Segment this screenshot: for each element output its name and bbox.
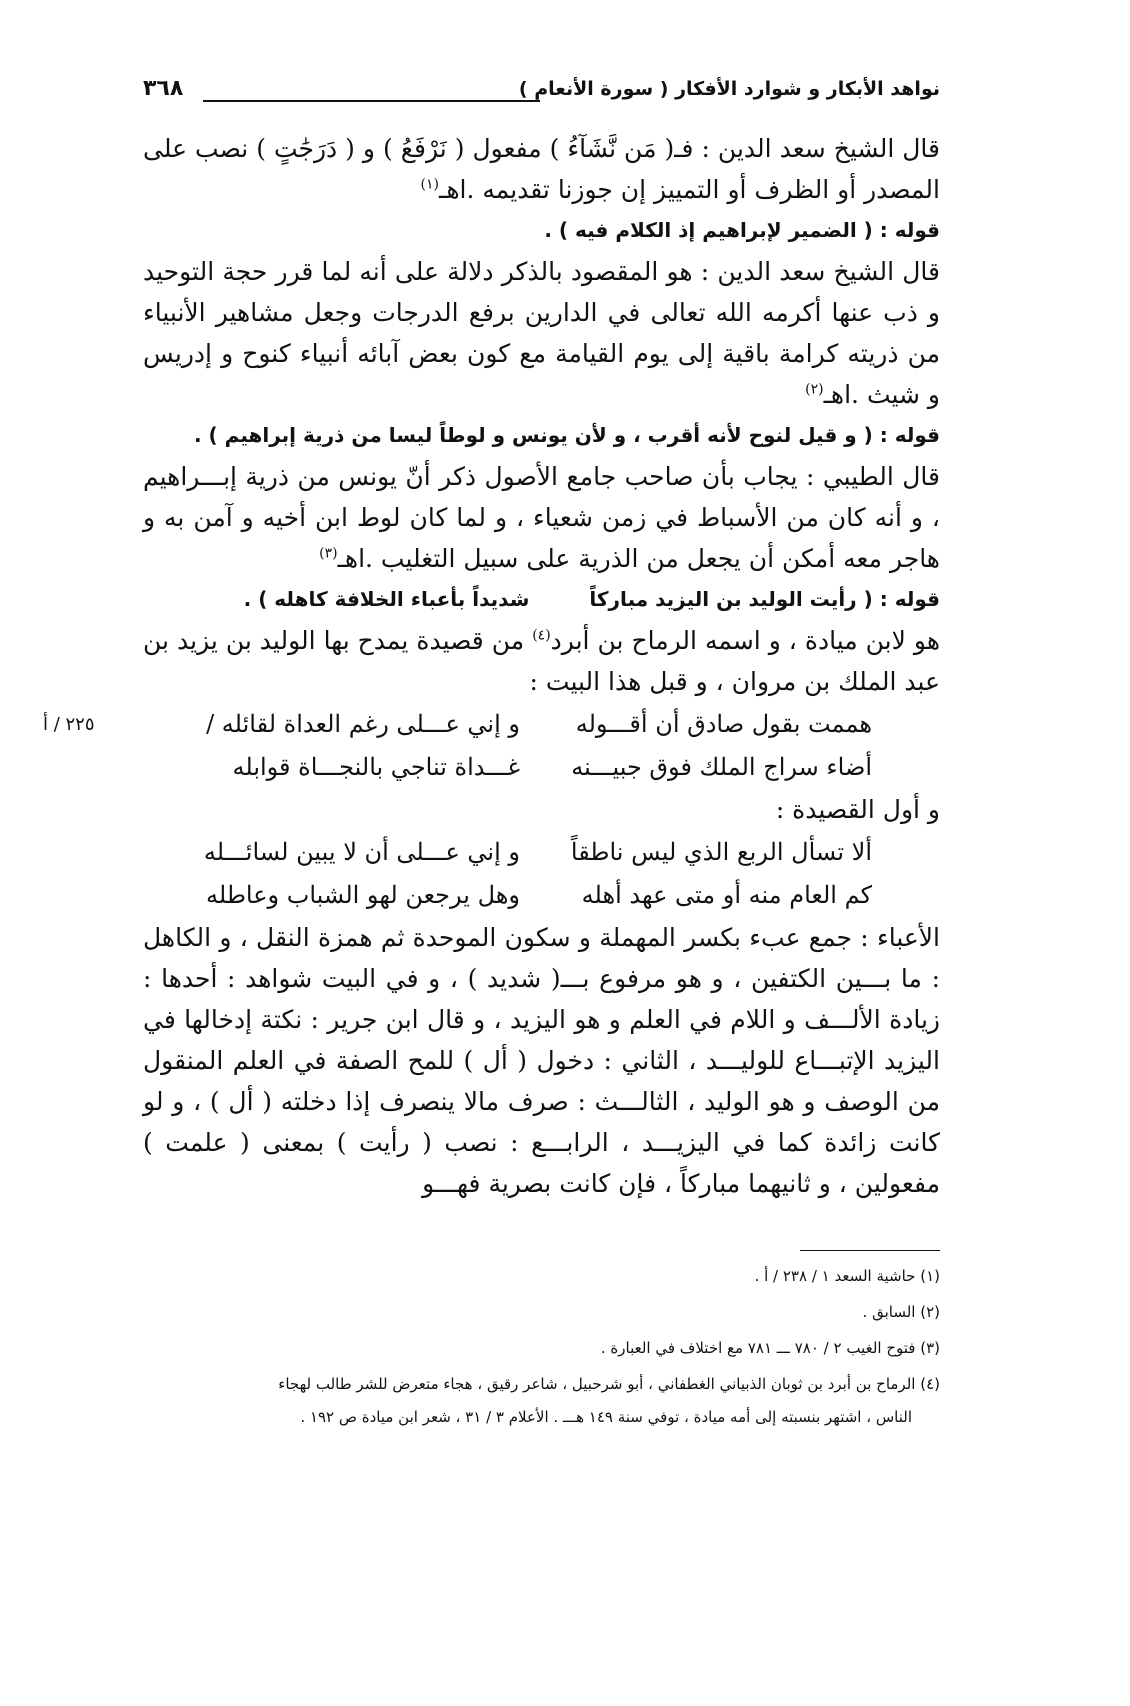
paragraph — [143, 620, 940, 702]
verse-first-hemistich: ألا تسأل الربع الذي ليس ناطقاً — [570, 838, 872, 866]
paragraph — [143, 251, 940, 415]
folio-margin-note: ٢٢٥ / أ — [43, 714, 95, 735]
paragraph-text: قال الشيخ سعد الدين : فـ( مَن نَّشَآءُ ) مفعول ( نَرْفَعُ ) و ( دَرَجَٰتٍ ) نصب على المصدر أو الظرف أو التمييز إن جوزنا تقديمه .اهـ — [143, 134, 940, 204]
paragraph-text: قال الشيخ سعد الدين : هو المقصود بالذكر دلالة على أنه لما قرر حجة التوحيد و ذب عنها أكرمه الله تعالى في الدارين برفع الدرجات وجعل مشاهير الأنبياء من ذريته كرامة باقية إلى يوم القيامة مع كون بعض آبائه أنبياء كنوح و إدريس و شيث .اهـ — [143, 257, 940, 409]
footnote-separator — [800, 1250, 940, 1251]
running-title: نواهد الأبكار و شوارد الأفكار ( سورة الأنعام ) — [518, 78, 940, 100]
verse-second-hemistich: و إني عـــلى رغم العداة لقائله / — [206, 710, 520, 738]
paragraph — [143, 456, 940, 579]
page-header — [143, 68, 940, 112]
poem-verse — [143, 746, 940, 789]
page-number: ٣٦٨ — [143, 76, 184, 101]
verse-first-hemistich: كم العام منه أو متى عهد أهله — [581, 881, 872, 909]
footnote-ref: (٢) — [805, 381, 824, 398]
footnote-ref: (٣) — [319, 545, 338, 562]
footnote-ref: (١) — [420, 176, 439, 193]
paragraph-text: قال الطيبي : يجاب بأن صاحب جامع الأصول ذكر أنّ يونس من ذرية إبـــراهيم ، و أنه كان من الأسباط في زمن شعياء ، و لما كان لوط ابن أخيه و آمن به و هاجر معه أمكن أن يجعل من الذرية على سبيل التغليب .اهـ — [143, 462, 940, 573]
qawl-heading: قوله : ( و قيل لنوح لأنه أقرب ، و لأن يونس و لوطاً ليسا من ذرية إبراهيم ) . — [194, 423, 940, 447]
main-text — [43, 128, 941, 1205]
footnote: (١) حاشية السعد ١ / ٢٣٨ / أ . — [754, 1267, 940, 1285]
manuscript-page — [43, 50, 941, 1610]
footnote: (٤) الرماح بن أبرد بن ثوبان الذبياني الغطفاني ، أبو شرحبيل ، شاعر رقيق ، هجاء متعرض للشر طالب لهجاء — [278, 1375, 940, 1393]
verse-first-hemistich: أضاء سراج الملك فوق جبيـــنه — [571, 753, 872, 781]
qawl-heading — [143, 580, 940, 618]
footnotes — [143, 1258, 940, 1432]
paragraph — [143, 128, 940, 210]
footnote: (٣) فتوح الغيب ٢ / ٧٨٠ ـــ ٧٨١ مع اختلاف في العبارة . — [600, 1339, 940, 1357]
header-rule — [203, 100, 540, 102]
qawl-heading: قوله : ( الضمير لإبراهيم إذ الكلام فيه ) . — [544, 218, 940, 242]
poem-verse — [143, 874, 940, 917]
verse-second-hemistich: وهل يرجعن لهو الشباب وعاطله — [206, 881, 520, 909]
footnote-continuation: الناس ، اشتهر بنسبته إلى أمه ميادة ، توفي سنة ١٤٩ هـــ . الأعلام ٣ / ٣١ ، شعر ابن ميادة ص ١٩٢ . — [300, 1408, 912, 1426]
qawl-part: قوله : ( رأيت الوليد بن اليزيد مباركاً — [589, 587, 940, 611]
paragraph: الأعباء : جمع عبء بكسر المهملة و سكون الموحدة ثم همزة النقل ، و الكاهل : ما بـــين الكتفين ، و هو مرفوع بـــ( شديد ) ، و في البيت شواهد : أحدها : زيادة الألـــف و اللام في العلم و هو اليزيد ، و قال ابن جرير : نكتة إدخالها في اليزيد الإتبـــاع للوليـــد ، الثاني : دخول ( أل ) للمح الصفة في العلم المنقول من الوصف و هو الوليد ، الثالـــث : صرف مالا ينصرف إذا دخلته ( أل ) ، و لو كانت زائدة كما في اليزيـــد ، الرابـــع : نصب ( رأيت ) بمعنى ( علمت ) مفعولين ، و ثانيهما مباركاً ، فإن كانت بصرية فهـــو — [143, 923, 940, 1198]
footnote-ref: (٤) — [532, 627, 551, 644]
verse-second-hemistich: و إني عـــلى أن لا يبين لسائـــله — [203, 838, 520, 866]
poem-verse — [43, 703, 940, 746]
paragraph: و أول القصيدة : — [775, 795, 940, 824]
poem-verse — [143, 831, 940, 874]
paragraph-text: هو لابن ميادة ، و اسمه الرماح بن أبرد — [550, 626, 941, 655]
verse-first-hemistich: هممت بقول صادق أن أقـــوله — [575, 710, 872, 738]
paragraph-text: من قصيدة يمدح بها الوليد بن يزيد بن عبد الملك بن مروان ، و قبل هذا البيت : — [143, 626, 940, 696]
footnote: (٢) السابق . — [862, 1303, 940, 1321]
qawl-part: شديداً بأعباء الخلافة كاهله ) . — [243, 587, 530, 611]
verse-second-hemistich: غـــداة تناجي بالنجـــاة قوابله — [232, 753, 520, 781]
